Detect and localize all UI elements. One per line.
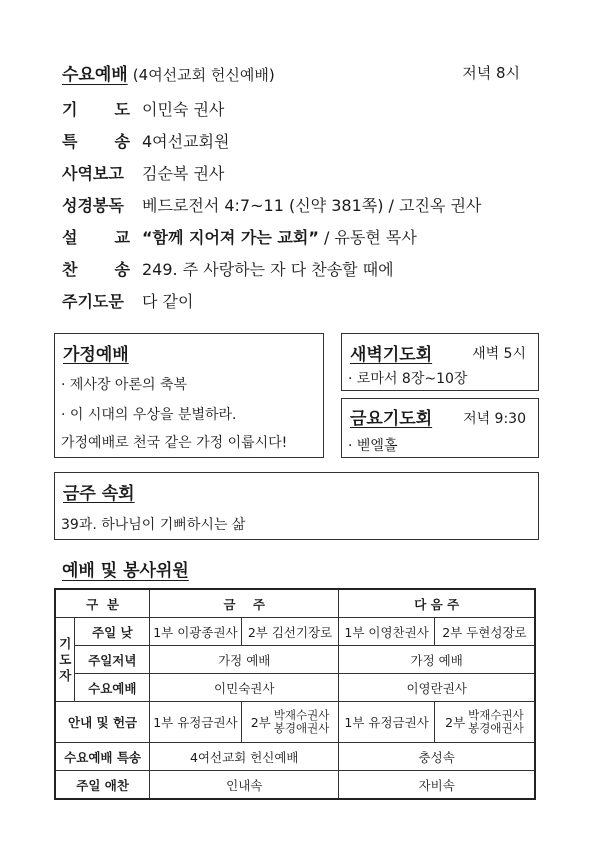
cell: 가정 예배 [150,646,339,674]
dawn-prayer-box [341,333,539,391]
row-value: 249. 주 사랑하는 자 다 찬송할 때에 [142,260,394,279]
table-header-row [55,589,535,618]
cell: 인내속 [150,771,339,800]
row-label: 주기도문 [62,292,124,311]
table-row [55,618,535,646]
row-value: 김순복 권사 [142,164,225,183]
dawn-time: 새벽 5시 [472,346,526,362]
row-label: 성경봉독 [62,196,124,215]
row-label: 주일 애찬 [55,771,150,800]
row-label: 기 도 [62,100,130,119]
row-value: 베드로전서 4:7~11 (신약 381쪽) / 고진옥 권사 [142,196,482,215]
cell: 1부 유정금권사 [339,702,435,743]
row-label: 수요예배 특송 [55,743,150,771]
family-line-2: · 이 시대의 우상을 분별하라. [61,407,237,423]
row-label: 안내 및 헌금 [55,702,150,743]
family-title: 가정예배 [63,345,129,365]
wednesday-subtitle: (4여선교회 헌신예배) [132,66,275,84]
cell-line: 39과. 하나님이 기뻐하시는 삶 [61,517,246,533]
wed-row-report [62,161,224,185]
friday-line: · 벧엘홀 [348,438,398,454]
cell: 충성속 [339,743,535,771]
table-row [55,674,535,702]
prayer-group-label: 기 도 자 [55,618,75,702]
wed-row-sermon [62,225,417,249]
wed-row-lords-prayer [62,289,193,313]
cell: 2부 박재수권사 봉경애권사 [241,702,339,743]
cell: 2부 박재수권사 봉경애권사 [434,702,535,743]
wednesday-header [62,60,275,85]
row-value: 이민숙 권사 [142,100,225,119]
cell: 1부 유정금권사 [150,702,242,743]
header-this-week: 금 주 [150,589,339,618]
sermon-title: “함께 지어져 가는 교회” [142,228,319,247]
cell: 자비속 [339,771,535,800]
family-worship-box [54,333,324,458]
dawn-title: 새벽기도회 [350,345,433,365]
cell: 이영란권사 [339,674,535,702]
dawn-line: · 로마서 8장~10장 [348,371,468,387]
friday-title: 금요기도회 [350,409,433,429]
table-row [55,646,535,674]
cell: 2부 김선기장로 [241,618,339,646]
cell: 가정 예배 [339,646,535,674]
cell-group-box [54,472,539,540]
row-label: 설 교 [62,228,130,247]
table-row [55,743,535,771]
cell: 2부 두현성장로 [434,618,535,646]
row-label: 찬 송 [62,260,130,279]
friday-time: 저녁 9:30 [463,411,526,427]
row-label: 수요예배 [75,674,150,702]
cell: 이민숙권사 [150,674,339,702]
row-label: 사역보고 [62,164,124,183]
cell-title: 금주 속회 [63,484,135,504]
staff-table [54,588,536,800]
row-label: 특 송 [62,132,130,151]
row-label: 주일 낮 [75,618,150,646]
wednesday-title: 수요예배 [62,65,128,85]
cell: 4여선교회 헌신예배 [150,743,339,771]
wed-row-special-song [62,129,229,153]
family-line-1: · 제사장 아론의 축복 [61,377,187,393]
row-value: / 유동현 목사 [318,228,417,247]
wed-row-prayer [62,97,224,121]
row-value: 다 같이 [142,292,194,311]
cell: 1부 이광종권사 [150,618,242,646]
row-value: 4여선교회원 [142,132,230,151]
family-line-3: 가정예배로 천국 같은 가정 이룹시다! [61,435,288,451]
staff-title: 예배 및 봉사위원 [62,561,189,581]
wed-row-hymn [62,257,394,281]
cell: 1부 이영찬권사 [339,618,435,646]
table-row [55,702,535,743]
header-next-week: 다 음 주 [339,589,535,618]
wed-row-scripture [62,193,481,217]
friday-prayer-box [341,398,539,458]
row-label: 주일저녁 [75,646,150,674]
wednesday-time: 저녁 8시 [462,64,520,82]
table-row [55,771,535,800]
header-category: 구 분 [55,589,150,618]
